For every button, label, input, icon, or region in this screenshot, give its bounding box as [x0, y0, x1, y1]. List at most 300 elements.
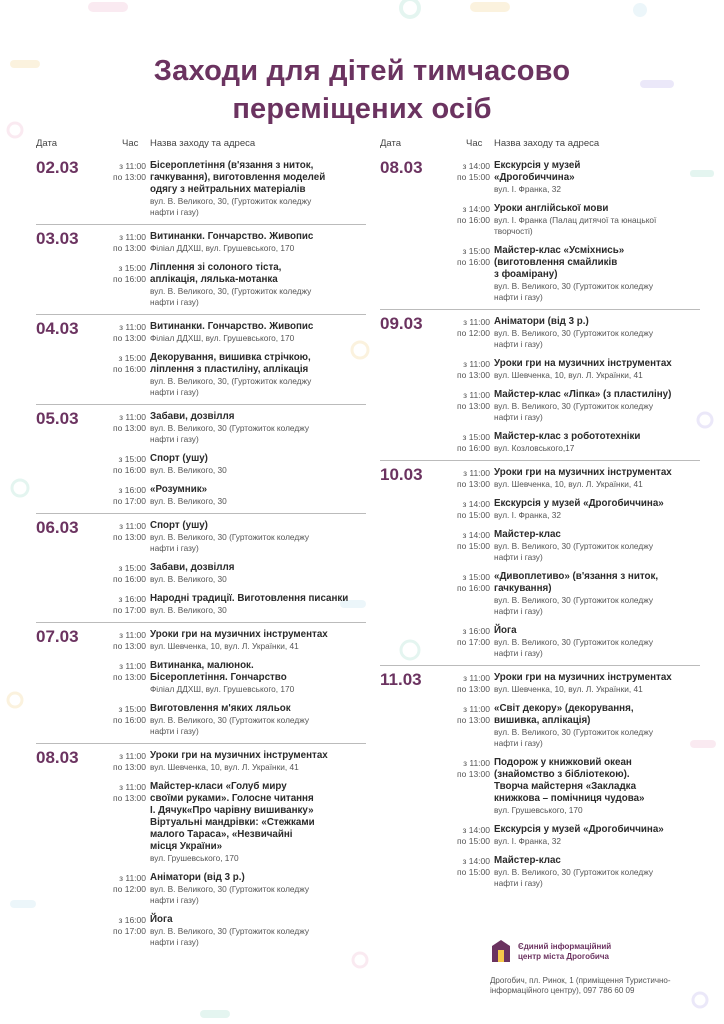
- event-title: [150, 160, 366, 196]
- event-item: [102, 593, 366, 616]
- event-address: [494, 215, 700, 237]
- event-time-line: по 16:00: [113, 274, 146, 284]
- event-address-line: вул. В. Великого, 30: [150, 465, 227, 475]
- event-title: [494, 160, 700, 184]
- event-item: [446, 160, 700, 203]
- event-address: [150, 715, 366, 737]
- event-time-line: з 11:00: [463, 390, 490, 400]
- event-body: [150, 593, 366, 616]
- event-address: [494, 401, 700, 423]
- event-title-line: Уроки гри на музичних інструментах: [150, 750, 328, 761]
- event-address: [494, 836, 700, 847]
- event-address: [494, 595, 700, 617]
- event-item: [102, 703, 366, 737]
- event-address-line: нафти і газу): [150, 387, 199, 397]
- event-body: [494, 855, 700, 889]
- event-address-line: вул. В. Великого, 30 (Гуртожиток коледжу: [150, 884, 309, 894]
- event-title: [150, 520, 366, 532]
- event-address: [494, 867, 700, 889]
- event-address-line: вул. І. Франка, 32: [494, 836, 561, 846]
- event-title-line: Майстер-клас: [494, 529, 561, 540]
- event-address: [494, 637, 700, 659]
- event-address-line: нафти і газу): [150, 207, 199, 217]
- event-body: [150, 321, 366, 344]
- event-address-line: нафти і газу): [494, 606, 543, 616]
- event-date: 05.03: [36, 409, 79, 428]
- event-address: [150, 641, 366, 652]
- event-title: [494, 672, 700, 684]
- event-time-line: з 11:00: [119, 232, 146, 242]
- event-address: [494, 479, 700, 490]
- day-block: [36, 314, 366, 404]
- event-time: [446, 204, 490, 226]
- event-item: [446, 389, 700, 431]
- event-address: [494, 510, 700, 521]
- event-time: [446, 246, 490, 268]
- event-address-line: вул. В. Великого, 30 (Гуртожиток коледжу: [494, 281, 653, 291]
- event-time-line: з 11:00: [119, 873, 146, 883]
- event-body: [150, 914, 366, 948]
- event-time-line: по 13:00: [113, 641, 146, 651]
- event-address-line: нафти і газу): [150, 543, 199, 553]
- event-body: [150, 160, 366, 218]
- event-time-line: по 16:00: [457, 257, 490, 267]
- event-title-line: гачкування): [494, 583, 552, 594]
- event-item: [446, 245, 700, 303]
- event-title: [150, 262, 366, 286]
- day-block: [380, 309, 700, 460]
- event-time-line: по 13:00: [457, 684, 490, 694]
- event-address-line: вул. В. Великого, 30 (Гуртожиток коледжу: [494, 401, 653, 411]
- event-time-line: по 17:00: [113, 926, 146, 936]
- event-time-line: з 15:00: [118, 704, 146, 714]
- event-title-line: (виготовлення смайликів: [494, 257, 618, 268]
- event-body: [150, 872, 366, 906]
- event-title: [494, 431, 700, 443]
- event-time-line: по 13:00: [113, 793, 146, 803]
- event-title: [150, 781, 366, 853]
- event-time-line: з 15:00: [118, 263, 146, 273]
- event-time-line: по 13:00: [113, 532, 146, 542]
- event-item: [446, 498, 700, 529]
- event-title-line: «Дрогобиччина»: [494, 172, 575, 183]
- event-time-line: з 16:00: [118, 594, 146, 604]
- event-address-line: вул. Шевченка, 10, вул. Л. Українки, 41: [494, 684, 643, 694]
- event-body: [150, 262, 366, 308]
- event-item: [446, 824, 700, 855]
- event-time-line: з 11:00: [119, 322, 146, 332]
- day-list: [380, 154, 700, 895]
- event-title: [150, 562, 366, 574]
- event-title-line: малого Тараса», «Незвичайні: [150, 829, 293, 840]
- event-title: [494, 358, 700, 370]
- event-title-line: Уроки гри на музичних інструментах: [494, 467, 672, 478]
- event-title-line: Аніматори (від 3 р.): [150, 872, 245, 883]
- event-title: [150, 352, 366, 376]
- event-time-line: по 13:00: [457, 715, 490, 725]
- event-address: [494, 684, 700, 695]
- event-time-line: по 13:00: [457, 769, 490, 779]
- event-body: [494, 498, 700, 521]
- event-title-line: Декорування, вишивка стрічкою,: [150, 352, 311, 363]
- event-time-line: по 13:00: [113, 172, 146, 182]
- event-title-line: книжкова – помічниця чудова»: [494, 793, 645, 804]
- page-title: [0, 52, 724, 128]
- day-list: [36, 154, 366, 954]
- event-address-line: вул. В. Великого, 30 (Гуртожиток коледжу: [150, 715, 309, 725]
- event-title-line: одягу з нейтральних матеріалів: [150, 184, 306, 195]
- event-address-line: нафти і газу): [150, 726, 199, 736]
- event-title-line: Уроки гри на музичних інструментах: [494, 358, 672, 369]
- event-body: [494, 389, 700, 423]
- event-item: [446, 703, 700, 757]
- org-name-line-2: центр міста Дрогобича: [518, 952, 609, 961]
- footer-address-line-1: Дрогобич, пл. Ринок, 1 (приміщення Туристично-: [490, 976, 671, 985]
- event-item: [446, 757, 700, 824]
- event-body: [494, 431, 700, 454]
- event-address-line: нафти і газу): [150, 297, 199, 307]
- event-title: [494, 203, 700, 215]
- event-body: [150, 629, 366, 652]
- event-item: [102, 453, 366, 484]
- footer-address: [490, 976, 705, 996]
- event-time: [102, 594, 146, 616]
- event-address-line: вул. В. Великого, 30 (Гуртожиток коледжу: [494, 637, 653, 647]
- event-address-line: вул. Грушевського, 170: [150, 853, 239, 863]
- event-time-line: з 14:00: [462, 161, 490, 171]
- footer-address-line-2: інформаційного центру), 097 786 60 09: [490, 986, 635, 995]
- event-time-line: з 11:00: [119, 751, 146, 761]
- event-title-line: Майстер-клас з робототехніки: [494, 431, 641, 442]
- event-address: [150, 684, 366, 695]
- event-date: 09.03: [380, 314, 423, 333]
- event-time-line: з 11:00: [463, 673, 490, 683]
- event-title-line: Майстер-клас «Усміхнись»: [494, 245, 625, 256]
- event-title: [494, 245, 700, 281]
- event-time-line: з 16:00: [118, 915, 146, 925]
- event-time: [446, 572, 490, 594]
- event-address-line: нафти і газу): [494, 648, 543, 658]
- event-title: [494, 498, 700, 510]
- event-address: [150, 532, 366, 554]
- event-title-line: «Дивоплетиво» (в'язання з ниток,: [494, 571, 659, 582]
- schedule-column-left: [36, 138, 366, 954]
- event-time-line: по 16:00: [113, 364, 146, 374]
- event-title-line: вишивка, аплікація): [494, 715, 591, 726]
- event-title-line: Витинанки. Гончарство. Живопис: [150, 231, 314, 242]
- event-time-line: по 15:00: [457, 867, 490, 877]
- event-time: [446, 359, 490, 381]
- event-title-line: з фоамірану): [494, 269, 558, 280]
- event-title: [150, 629, 366, 641]
- event-date: 04.03: [36, 319, 79, 338]
- event-title: [494, 855, 700, 867]
- event-title: [150, 321, 366, 333]
- event-title-line: Майстер-клас: [494, 855, 561, 866]
- event-time: [102, 412, 146, 434]
- day-block: [36, 154, 366, 224]
- event-address: [150, 496, 366, 507]
- event-body: [494, 245, 700, 303]
- event-time-line: по 17:00: [113, 496, 146, 506]
- event-time: [446, 499, 490, 521]
- event-title-line: Спорт (ушу): [150, 453, 208, 464]
- event-title-line: Витинанка, малюнок.: [150, 660, 254, 671]
- event-body: [494, 529, 700, 563]
- event-time-line: по 12:00: [457, 328, 490, 338]
- event-time-line: з 11:00: [119, 161, 146, 171]
- event-title-line: Бісероплетіння. Гончарство: [150, 672, 287, 683]
- event-time: [102, 485, 146, 507]
- event-body: [494, 316, 700, 350]
- event-title-line: Віртуальні мандрівки: «Стежками: [150, 817, 315, 828]
- event-address: [150, 243, 366, 254]
- event-title-line: Аніматори (від 3 р.): [494, 316, 589, 327]
- event-address-line: вул. В. Великого, 30: [150, 574, 227, 584]
- day-block: [380, 460, 700, 665]
- event-time: [102, 563, 146, 585]
- event-address-line: вул. Шевченка, 10, вул. Л. Українки, 41: [150, 641, 299, 651]
- event-date: 06.03: [36, 518, 79, 537]
- event-time-line: з 15:00: [118, 454, 146, 464]
- event-title-line: Витинанки. Гончарство. Живопис: [150, 321, 314, 332]
- event-time-line: з 15:00: [118, 353, 146, 363]
- event-title-line: Уроки англійської мови: [494, 203, 609, 214]
- event-title-line: «Світ декору» (декорування,: [494, 703, 634, 714]
- event-title: [150, 703, 366, 715]
- event-title: [150, 411, 366, 423]
- event-address-line: нафти і газу): [150, 434, 199, 444]
- event-title-line: Уроки гри на музичних інструментах: [150, 629, 328, 640]
- event-address-line: вул. В. Великого, 30, (Гуртожиток коледжу: [150, 286, 312, 296]
- event-time-line: з 11:00: [119, 630, 146, 640]
- event-body: [150, 453, 366, 476]
- event-address: [494, 184, 700, 195]
- event-time: [102, 263, 146, 285]
- event-time-line: з 11:00: [463, 468, 490, 478]
- event-time-line: по 16:00: [113, 465, 146, 475]
- event-address-line: вул. І. Франка, 32: [494, 510, 561, 520]
- event-date: 10.03: [380, 465, 423, 484]
- day-block: [380, 154, 700, 309]
- event-title-line: місця України»: [150, 841, 223, 852]
- event-address: [494, 727, 700, 749]
- event-time: [102, 353, 146, 375]
- event-item: [102, 484, 366, 507]
- event-body: [150, 562, 366, 585]
- event-date: 08.03: [380, 158, 423, 177]
- event-title-line: своїми руками». Голосне читання: [150, 793, 314, 804]
- event-title: [494, 625, 700, 637]
- event-time-line: з 14:00: [462, 825, 490, 835]
- event-time-line: з 15:00: [462, 246, 490, 256]
- schedule-column-right: [380, 138, 700, 895]
- event-body: [494, 625, 700, 659]
- event-address-line: нафти і газу): [494, 339, 543, 349]
- event-address-line: вул. Шевченка, 10, вул. Л. Українки, 41: [494, 479, 643, 489]
- event-item: [102, 914, 366, 948]
- event-time: [446, 317, 490, 339]
- event-address-line: вул. І. Франка, 32: [494, 184, 561, 194]
- event-address-line: вул. В. Великого, 30, (Гуртожиток коледжу: [150, 376, 312, 386]
- event-address-line: вул. В. Великого, 30 (Гуртожиток коледжу: [494, 867, 653, 877]
- event-time: [446, 432, 490, 454]
- event-item: [102, 321, 366, 352]
- event-address-line: вул. Грушевського, 170: [494, 805, 583, 815]
- event-time-line: з 11:00: [119, 412, 146, 422]
- event-time-line: з 11:00: [119, 782, 146, 792]
- header-time: Час: [466, 138, 483, 149]
- event-body: [494, 467, 700, 490]
- event-item: [102, 562, 366, 593]
- event-address-line: нафти і газу): [494, 292, 543, 302]
- event-time: [446, 758, 490, 780]
- event-address-line: творчості): [494, 226, 533, 236]
- event-title: [150, 914, 366, 926]
- event-item: [102, 781, 366, 872]
- event-time-line: по 16:00: [457, 443, 490, 453]
- event-title: [150, 872, 366, 884]
- event-body: [494, 703, 700, 749]
- event-time-line: по 16:00: [457, 215, 490, 225]
- event-address: [150, 853, 366, 864]
- event-time: [102, 704, 146, 726]
- event-time: [446, 626, 490, 648]
- event-body: [494, 203, 700, 237]
- event-time-line: по 13:00: [457, 479, 490, 489]
- event-time-line: по 15:00: [457, 510, 490, 520]
- event-date: 08.03: [36, 748, 79, 767]
- event-title-line: Екскурсія у музей: [494, 160, 581, 171]
- event-address-line: нафти і газу): [494, 412, 543, 422]
- event-title-line: «Розумник»: [150, 484, 208, 495]
- event-time-line: з 15:00: [462, 432, 490, 442]
- column-header: [36, 138, 366, 154]
- event-title: [494, 529, 700, 541]
- event-time-line: з 15:00: [462, 572, 490, 582]
- event-item: [446, 358, 700, 389]
- header-name: Назва заходу та адреса: [150, 138, 256, 149]
- event-item: [102, 262, 366, 308]
- event-title: [494, 467, 700, 479]
- event-time: [102, 454, 146, 476]
- event-title: [494, 389, 700, 401]
- event-time: [102, 751, 146, 773]
- event-address: [150, 423, 366, 445]
- event-address-line: нафти і газу): [494, 552, 543, 562]
- event-time: [446, 856, 490, 878]
- event-item: [446, 855, 700, 889]
- day-block: [36, 404, 366, 513]
- event-time: [102, 661, 146, 683]
- event-title-line: Забави, дозвілля: [150, 562, 235, 573]
- event-time-line: з 11:00: [463, 758, 490, 768]
- event-time: [446, 390, 490, 412]
- page-title-line-1: Заходи для дітей тимчасово: [153, 55, 571, 87]
- event-time-line: з 11:00: [119, 521, 146, 531]
- event-body: [494, 358, 700, 381]
- building-logo-icon: [490, 938, 512, 964]
- event-address: [150, 286, 366, 308]
- event-title-line: Спорт (ушу): [150, 520, 208, 531]
- event-address-line: вул. Шевченка, 10, вул. Л. Українки, 41: [150, 762, 299, 772]
- event-time-line: з 16:00: [118, 485, 146, 495]
- event-title-line: Виготовлення м'яких ляльок: [150, 703, 291, 714]
- event-title: [150, 750, 366, 762]
- event-title: [150, 484, 366, 496]
- event-address: [150, 605, 366, 616]
- event-body: [494, 571, 700, 617]
- event-title-line: Ліплення зі солоного тіста,: [150, 262, 282, 273]
- event-item: [102, 520, 366, 562]
- event-time: [102, 521, 146, 543]
- event-title-line: Йога: [150, 914, 173, 925]
- event-address-line: нафти і газу): [150, 895, 199, 905]
- event-address: [494, 443, 700, 454]
- event-title-line: гачкування), виготовлення моделей: [150, 172, 326, 183]
- event-item: [102, 231, 366, 262]
- event-item: [102, 411, 366, 453]
- event-time: [102, 915, 146, 937]
- event-time-line: з 14:00: [462, 530, 490, 540]
- event-time-line: з 16:00: [462, 626, 490, 636]
- event-body: [494, 672, 700, 695]
- event-body: [494, 160, 700, 195]
- event-address: [150, 574, 366, 585]
- event-item: [446, 625, 700, 659]
- event-time-line: по 13:00: [457, 401, 490, 411]
- event-time: [446, 825, 490, 847]
- event-time: [102, 782, 146, 804]
- event-address: [494, 370, 700, 381]
- event-item: [102, 750, 366, 781]
- event-time-line: по 17:00: [457, 637, 490, 647]
- event-title: [150, 660, 366, 684]
- event-time: [446, 673, 490, 695]
- header-name: Назва заходу та адреса: [494, 138, 600, 149]
- column-header: [380, 138, 700, 154]
- event-time-line: з 11:00: [463, 359, 490, 369]
- event-item: [446, 571, 700, 625]
- event-address: [150, 465, 366, 476]
- event-title-line: І. Дячук«Про чарівну вишиванку»: [150, 805, 314, 816]
- event-title-line: Йога: [494, 625, 517, 636]
- event-address: [150, 926, 366, 948]
- event-title-line: аплікація, лялька-мотанка: [150, 274, 278, 285]
- day-block: [36, 513, 366, 622]
- event-time-line: по 13:00: [113, 762, 146, 772]
- event-title-line: Забави, дозвілля: [150, 411, 235, 422]
- event-address-line: вул. В. Великого, 30: [150, 496, 227, 506]
- event-item: [102, 660, 366, 703]
- event-address: [150, 196, 366, 218]
- event-item: [446, 431, 700, 454]
- event-time-line: по 15:00: [457, 836, 490, 846]
- event-body: [150, 660, 366, 695]
- event-date: 02.03: [36, 158, 79, 177]
- event-time-line: по 13:00: [113, 333, 146, 343]
- event-body: [150, 231, 366, 254]
- event-title-line: Творча майстерня «Закладка: [494, 781, 637, 792]
- event-item: [446, 316, 700, 358]
- event-address-line: вул. В. Великого, 30 (Гуртожиток коледжу: [150, 423, 309, 433]
- event-time-line: з 11:00: [463, 704, 490, 714]
- event-time: [102, 322, 146, 344]
- event-body: [150, 520, 366, 554]
- event-time: [102, 232, 146, 254]
- event-address-line: вул. В. Великого, 30, (Гуртожиток коледжу: [150, 196, 312, 206]
- event-time: [102, 161, 146, 183]
